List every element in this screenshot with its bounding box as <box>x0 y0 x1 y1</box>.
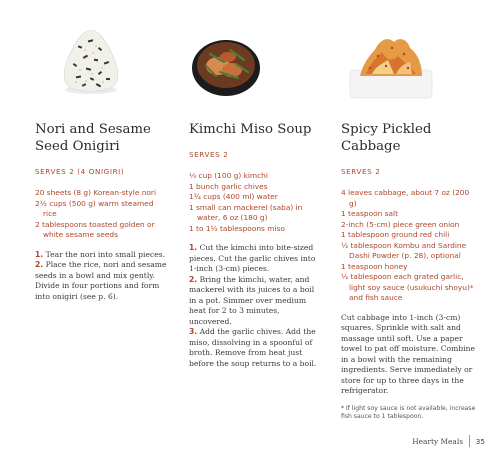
step-text: Cut the kimchi into bite-sized pieces. Cut the garlic chives into 1-inch (3-cm) pieces. <box>189 243 316 273</box>
recipe-title: Kimchi Miso Soup <box>189 122 312 137</box>
ingredient-item: 1 teaspoon honey <box>341 261 408 271</box>
step-number: 1. <box>35 249 44 259</box>
recipe-title: Spicy Pickled Cabbage <box>341 122 432 154</box>
step-number: 2. <box>35 260 44 269</box>
ingredient-item: ⅓ cup (100 g) kimchi <box>189 171 268 180</box>
step-item <box>189 275 320 328</box>
step-item <box>35 250 167 261</box>
ingredient-item: 1 small can mackerel (saba) in water, 6 oz (180 g) <box>189 202 303 222</box>
ingredient-list <box>35 188 167 241</box>
step-text: Add the garlic chives. Add the miso, dissolving in a spoonful of broth. Remove from heat just before the soup returns to a boil. <box>189 327 317 368</box>
footnote: * If light soy sauce is not available, increase fish sauce to 1 tablespoon. <box>341 404 476 420</box>
ingredient-item: 2 tablespoons toasted golden or white sesame seeds <box>35 219 155 239</box>
ingredient-item: 1 to 1½ tablespoons miso <box>189 223 285 233</box>
step-text: Bring the kimchi, water, and mackerel with its juices to a boil in a pot. Simmer over medium heat for 2 to 3 minutes, uncovered. <box>189 274 315 326</box>
ingredient-item: ½ tablespoon Kombu and Sardine Dashi Powder (p. 28), optional <box>341 240 467 260</box>
pickled-cabbage-photo <box>346 30 436 100</box>
ingredient-item: 4 leaves cabbage, about 7 oz (200 g) <box>341 188 470 208</box>
step-item <box>189 327 320 369</box>
step-list <box>189 243 320 369</box>
serves-label: SERVES 2 <box>341 167 381 176</box>
serves-label: SERVES 2 <box>189 150 229 159</box>
step-list <box>35 250 167 303</box>
recipe-kimchi-miso-soup <box>189 121 320 369</box>
page-footer <box>400 437 485 449</box>
ingredient-item: ½ tablespoon each grated garlic, light soy sauce (usukuchi shoyu)* and fish sauce <box>341 272 474 302</box>
footer-divider <box>469 435 470 447</box>
section-name: Hearty Meals <box>412 437 463 446</box>
ingredient-item: 1¾ cups (400 ml) water <box>189 192 278 201</box>
step-number: 1. <box>189 243 198 252</box>
page-number: 35 <box>475 437 485 446</box>
step-text: Place the rice, nori and sesame seeds in a bowl and mix gently. Divide in four portions and form into onigiri (see p. 6). <box>35 260 167 301</box>
step-item <box>35 260 167 302</box>
step-number: 3. <box>189 327 198 336</box>
ingredient-item: 1 bunch garlic chives <box>189 181 268 191</box>
recipe-spicy-pickled-cabbage <box>341 121 477 422</box>
ingredient-item: 2½ cups (500 g) warm steamed rice <box>35 198 154 218</box>
ingredient-list <box>341 188 477 304</box>
step-number: 2. <box>189 274 198 284</box>
ingredient-item: 20 sheets (8 g) Korean-style nori <box>35 188 157 197</box>
miso-soup-photo <box>190 32 262 98</box>
step-item <box>189 243 320 275</box>
method-paragraph: Cut cabbage into 1-inch (3-cm) squares. Sprinkle with salt and massage until soft. Use a paper towel to pat off moisture. Combine in a bowl with the remaining ingredients. Serve immediately or store for up to three days in the refrigerator. <box>341 312 475 395</box>
onigiri-photo <box>58 26 124 96</box>
recipe-title: Nori and Sesame Seed Onigiri <box>35 122 151 154</box>
step-text: Tear the nori into small pieces. <box>45 249 166 259</box>
ingredient-item: 1 teaspoon salt <box>341 209 398 218</box>
serves-label: SERVES 2 (4 ONIGIRI) <box>35 167 125 176</box>
ingredient-item: 1 tablespoon ground red chili <box>341 230 450 239</box>
ingredient-list <box>189 171 320 234</box>
ingredient-item: 2-inch (5-cm) piece green onion <box>341 219 460 229</box>
recipe-onigiri <box>35 121 167 302</box>
